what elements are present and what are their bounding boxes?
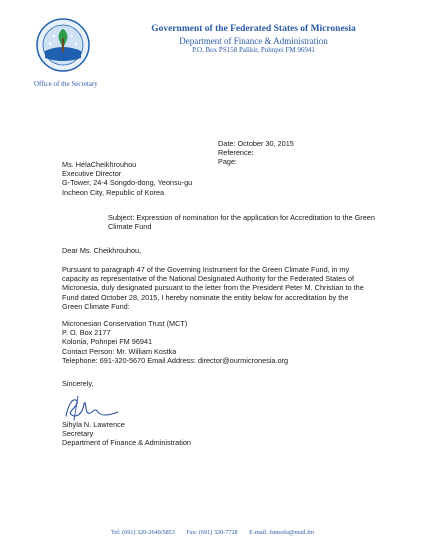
signer-department: Department of Finance & Administration: [62, 438, 191, 448]
nominated-entity-block: [62, 319, 288, 365]
letter-page: Page:: [218, 157, 238, 167]
recipient-line: Ms. HélaCheikhrouhou: [62, 160, 137, 169]
recipient-block: [62, 160, 192, 197]
entity-line: Kolonia, Pohnpei FM 96941: [62, 337, 153, 347]
recipient-line: Incheon City, Republic of Korea: [62, 187, 165, 197]
handwritten-signature-icon: [62, 394, 124, 422]
letter-date: Date: October 30, 2015: [218, 139, 294, 148]
recipient-line: Executive Director: [62, 169, 122, 179]
closing: Sincerely,: [62, 379, 94, 388]
entity-line: Contact Person: Mr. William Kostka: [62, 346, 177, 356]
footer-email: E-mail: fsmsofa@mail.fm: [249, 529, 314, 536]
letter-reference: Reference:: [218, 148, 254, 158]
office-label: Office of the Secretary: [34, 80, 98, 88]
entity-line: Telephone: 691-320-5670 Email Address: director@ourmicronesia.org: [62, 355, 289, 365]
letterhead-government: Government of the Federated States of Micronesia: [151, 24, 356, 34]
entity-line: Micronesian Conservation Trust (MCT): [62, 319, 188, 328]
letter-meta: [218, 139, 294, 167]
recipient-line: G-Tower, 24-4 Songdo-dong, Yeonsu-gu: [62, 178, 193, 188]
letterhead-department: Department of Finance & Administration: [179, 36, 328, 46]
signer-name: Sihyla N. Lawrence: [62, 420, 125, 429]
signer-title: Secretary: [62, 429, 94, 439]
body-paragraph: Pursuant to paragraph 47 of the Governing Instrument for the Green Climate Fund, in my capacity as representative of the National Designated Authority for the Federated States of Micronesia, duly designated pursuant to the letter from the President Peter M. Christian to the Fund dated October 28, 2015, I hereby nominate the entity below for accreditation by the Green Climate Fund:: [62, 265, 364, 311]
subject-line: Subject: Expression of nomination for the application for Accreditation to the Green Climate Fund: [108, 213, 375, 232]
footer-tel: Tel: (691) 320-2640/5853: [111, 529, 175, 536]
footer-fax: Fax: (691) 320-7728: [186, 529, 238, 536]
salutation: Dear Ms. Cheikhrouhou,: [62, 246, 142, 255]
letterhead-address: P.O. Box PS158 Palikir, Pohnpei FM 96941: [192, 46, 315, 54]
entity-line: P. O. Box 2177: [62, 328, 111, 338]
letterhead-footer: [0, 529, 425, 536]
signer-block: [62, 420, 191, 448]
